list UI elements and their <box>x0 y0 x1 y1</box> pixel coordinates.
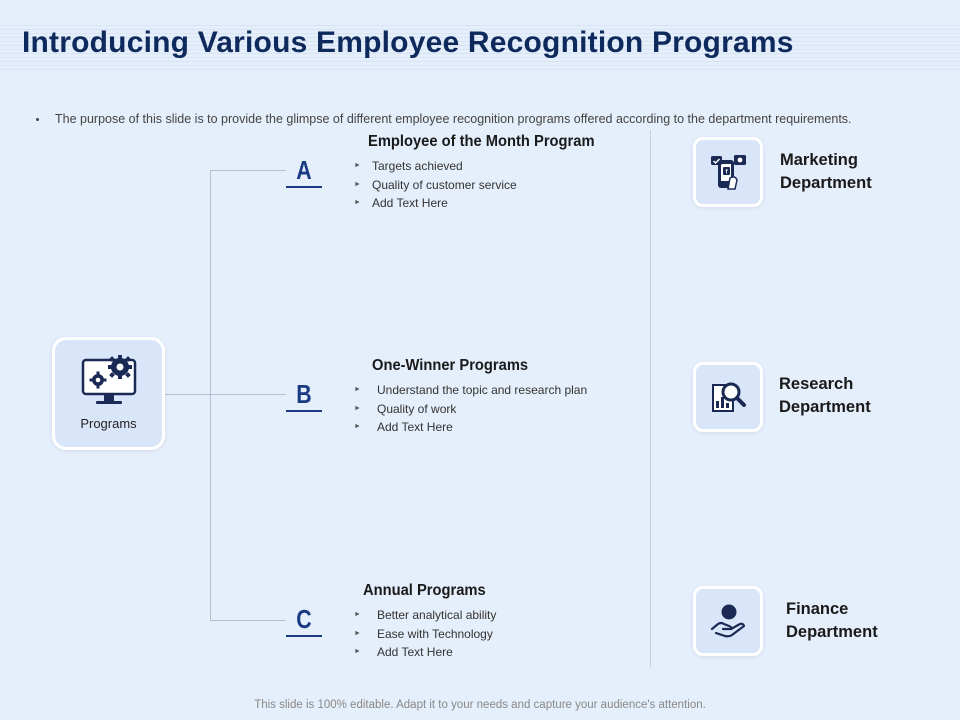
finance-label: Finance Department <box>786 600 878 641</box>
list-item: ► Understand the topic and research plan <box>354 381 587 400</box>
hand-coin-icon <box>706 599 750 643</box>
arrow-bullet-icon: ► <box>354 648 361 655</box>
list-item: ► Quality of work <box>354 400 587 419</box>
list-item: ► Add Text Here <box>354 643 496 662</box>
research-label: Research Department <box>779 375 871 416</box>
bullet-dot-icon <box>36 118 39 121</box>
arrow-bullet-icon: ► <box>354 386 361 393</box>
list-item: ► Add Text Here <box>354 194 517 213</box>
arrow-bullet-icon: ► <box>354 199 361 206</box>
purpose-bullet <box>36 112 936 126</box>
list-item: ► Add Text Here <box>354 418 587 437</box>
chart-magnifier-icon <box>706 375 750 419</box>
list-item: ► Better analytical ability <box>354 606 496 625</box>
program-b-list <box>354 381 587 437</box>
marketing-tile <box>693 137 763 207</box>
list-item: ► Targets achieved <box>354 157 517 176</box>
connector-c <box>210 620 286 621</box>
programs-hub <box>52 337 165 450</box>
social-media-phone-icon <box>706 150 750 194</box>
footer-note: This slide is 100% editable. Adapt it to your needs and capture your audience's attention. <box>254 699 706 711</box>
vertical-divider <box>650 130 651 667</box>
letter-a-underline <box>286 186 322 188</box>
list-item: ► Quality of customer service <box>354 176 517 195</box>
arrow-bullet-icon: ► <box>354 611 361 618</box>
connector-a <box>210 170 286 171</box>
research-tile <box>693 362 763 432</box>
svg-text:f: f <box>725 169 728 176</box>
marketing-label: Marketing Department <box>780 151 872 192</box>
programs-label: Programs <box>80 416 137 431</box>
finance-tile <box>693 586 763 656</box>
arrow-bullet-icon: ► <box>354 180 361 188</box>
letter-a: A <box>296 155 312 185</box>
page-title: Introducing Various Employee Recognition Programs <box>22 26 794 59</box>
arrow-bullet-icon: ► <box>354 629 361 637</box>
list-item: ► Ease with Technology <box>354 625 496 644</box>
program-a-title: Employee of the Month Program <box>368 133 595 150</box>
program-c-title: Annual Programs <box>363 582 486 599</box>
connector-b <box>210 394 286 395</box>
computer-gears-icon <box>81 354 137 410</box>
connector-hub <box>165 394 210 395</box>
letter-c-underline <box>286 635 322 637</box>
arrow-bullet-icon: ► <box>354 162 361 169</box>
arrow-bullet-icon: ► <box>354 423 361 430</box>
letter-c: C <box>296 604 312 634</box>
connector-trunk <box>210 170 211 620</box>
program-c-list <box>354 606 496 662</box>
program-b-title: One-Winner Programs <box>372 357 529 374</box>
letter-b-underline <box>286 410 322 412</box>
arrow-bullet-icon: ► <box>354 404 361 412</box>
letter-b: B <box>296 379 312 409</box>
purpose-text: The purpose of this slide is to provide the glimpse of different employee recognition programs offered according to the department requirements. <box>55 112 852 126</box>
program-a-list <box>354 157 517 213</box>
